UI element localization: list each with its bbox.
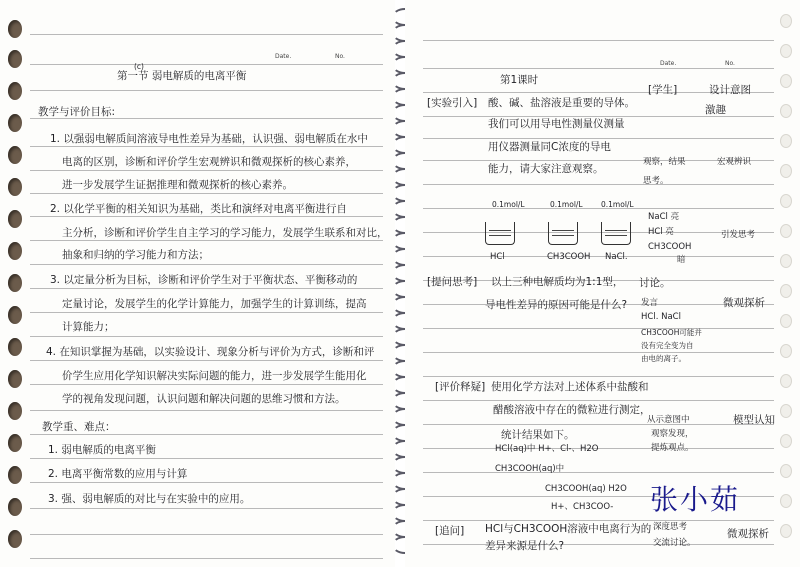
concentration-label: 0.1mol/L bbox=[492, 200, 525, 209]
solution-label: HCl bbox=[490, 252, 505, 262]
goal-line: 主分析，诊断和评价学生自主学习的学习能力，发展学生联系和对比， bbox=[62, 227, 388, 239]
goal-line: 定量讨论，发展学生的化学计算能力，加强学生的计算训练，提高 bbox=[62, 298, 367, 310]
goal-line: 抽象和归纳的学习能力和方法； bbox=[62, 249, 209, 261]
follow-up-tag: [追问] bbox=[435, 525, 465, 537]
model-cognition: 模型认知 bbox=[733, 414, 775, 426]
evaluation-side: 观察发现， bbox=[651, 429, 694, 439]
ch3cooh-species: CH3COOH(aq) H2O bbox=[545, 484, 627, 494]
key-points-heading: 教学重、难点： bbox=[42, 421, 116, 433]
follow-up-line: 差异来源是什么? bbox=[485, 540, 565, 552]
answer-line: 由电的离子。 bbox=[641, 354, 686, 363]
number-label: No. bbox=[335, 53, 345, 60]
think-note: 思考。 bbox=[643, 176, 669, 186]
discuss-note: 讨论。 bbox=[639, 277, 671, 289]
question-line: 导电性差异的原因可能是什么? bbox=[485, 299, 628, 311]
evaluation-line: 统计结果如下。 bbox=[501, 429, 575, 441]
brightness-result: CH3COOH bbox=[648, 242, 692, 252]
author-signature: 张小茹 bbox=[650, 483, 741, 516]
lesson-period: 第1课时 bbox=[500, 74, 539, 86]
design-intent: 设计意图 bbox=[709, 84, 751, 96]
micro-analysis: 微观探析 bbox=[723, 297, 765, 309]
goal-line: 2. 以化学平衡的相关知识为基础，类比和演绎对电离平衡进行自 bbox=[50, 203, 347, 215]
number-label: No. bbox=[725, 60, 735, 67]
observe-result: 观察，结果 bbox=[643, 157, 686, 167]
experiment-line: 能力，请大家注意观察。 bbox=[488, 163, 604, 175]
goal-line: 电离的区别，诊断和评价学生宏观辨识和微观探析的核心素养， bbox=[62, 156, 356, 168]
evaluation-side: 从示意图中 bbox=[647, 415, 690, 425]
binder-holes-right bbox=[772, 0, 800, 567]
goal-line: 3. 以定量分析为目标，诊断和评价学生对于平衡状态、平衡移动的 bbox=[50, 274, 358, 286]
hcl-species: HCl(aq)中 H+、Cl-、H2O bbox=[495, 444, 599, 454]
key-point: 1. 弱电解质的电离平衡 bbox=[48, 444, 156, 456]
beaker-ch3cooh bbox=[548, 222, 578, 245]
evaluation-tag: [评价释疑] bbox=[435, 381, 486, 393]
binder-holes-left bbox=[0, 0, 28, 567]
brightness-result: HCl 亮 bbox=[648, 227, 674, 237]
ch3cooh-species: H+、CH3COO- bbox=[551, 502, 614, 512]
answer-line: CH3COOH可能并 bbox=[641, 328, 702, 337]
concentration-label: 0.1mol/L bbox=[601, 200, 634, 209]
deep-thinking: 交流讨论。 bbox=[653, 538, 696, 548]
brightness-result: 暗 bbox=[677, 255, 686, 265]
key-point: 3. 强、弱电解质的对比与在实验中的应用。 bbox=[48, 493, 251, 505]
solution-label: NaCl. bbox=[605, 252, 628, 262]
solution-label: CH3COOH bbox=[547, 252, 591, 262]
question-tag: [提问思考] bbox=[427, 276, 478, 288]
design-note: 激趣 bbox=[705, 104, 726, 116]
goal-line: 1. 以强弱电解质间溶液导电性差异为基础，认识强、弱电解质在水中 bbox=[50, 133, 368, 145]
deep-thinking: 深度思考 bbox=[653, 522, 688, 532]
goal-line: 价学生应用化学知识解决实际问题的能力，进一步发展学生能用化 bbox=[62, 370, 367, 382]
brightness-result: NaCl 亮 bbox=[648, 212, 680, 222]
date-label: Date. bbox=[660, 60, 677, 67]
evaluation-side: 提炼观点。 bbox=[651, 443, 694, 453]
goal-line: 进一步发展学生证据推理和微观探析的核心素养。 bbox=[62, 179, 293, 191]
student-tag: [学生] bbox=[648, 84, 678, 96]
right-notebook-page bbox=[405, 0, 800, 567]
title-annotation: (c) bbox=[134, 62, 144, 71]
macro-identification: 宏观辨识 bbox=[717, 157, 752, 167]
evaluation-line: 使用化学方法对上述体系中盐酸和 bbox=[491, 381, 649, 393]
cause-thinking: 引发思考 bbox=[721, 230, 756, 240]
goals-heading: 教学与评价目标: bbox=[38, 106, 116, 118]
beaker-hcl bbox=[485, 222, 515, 245]
date-label: Date. bbox=[275, 53, 292, 60]
answer-line: HCl. NaCl bbox=[641, 312, 681, 322]
experiment-tag: [实验引入] bbox=[427, 97, 478, 109]
evaluation-line: 醋酸溶液中存在的微粒进行测定， bbox=[493, 404, 651, 416]
experiment-line: 我们可以用导电性测量仪测量 bbox=[488, 118, 625, 130]
follow-up-line: HCl与CH3COOH溶液中电离行为的 bbox=[485, 523, 652, 535]
experiment-line: 酸、碱、盐溶液是重要的导体。 bbox=[488, 97, 635, 109]
goal-line: 学的视角发现问题，认识问题和解决问题的思维习惯和方法。 bbox=[62, 393, 346, 405]
concentration-label: 0.1mol/L bbox=[550, 200, 583, 209]
answer-note: 发言 bbox=[641, 298, 659, 308]
experiment-line: 用仪器测量同C浓度的导电 bbox=[488, 141, 611, 153]
left-notebook-page bbox=[0, 0, 395, 567]
goal-line: 4. 在知识掌握为基础，以实验设计、现象分析与评价为方式，诊断和评 bbox=[46, 346, 375, 358]
key-point: 2. 电离平衡常数的应用与计算 bbox=[48, 468, 188, 480]
micro-analysis: 微观探析 bbox=[727, 528, 769, 540]
section-title: 第一节 弱电解质的电离平衡 bbox=[117, 70, 247, 82]
question-line: 以上三种电解质均为1:1型， bbox=[491, 276, 624, 288]
answer-line: 没有完全变为自 bbox=[641, 341, 694, 350]
goal-line: 计算能力； bbox=[62, 321, 115, 333]
ch3cooh-species-heading: CH3COOH(aq)中 bbox=[495, 464, 565, 474]
beaker-nacl bbox=[601, 222, 631, 245]
